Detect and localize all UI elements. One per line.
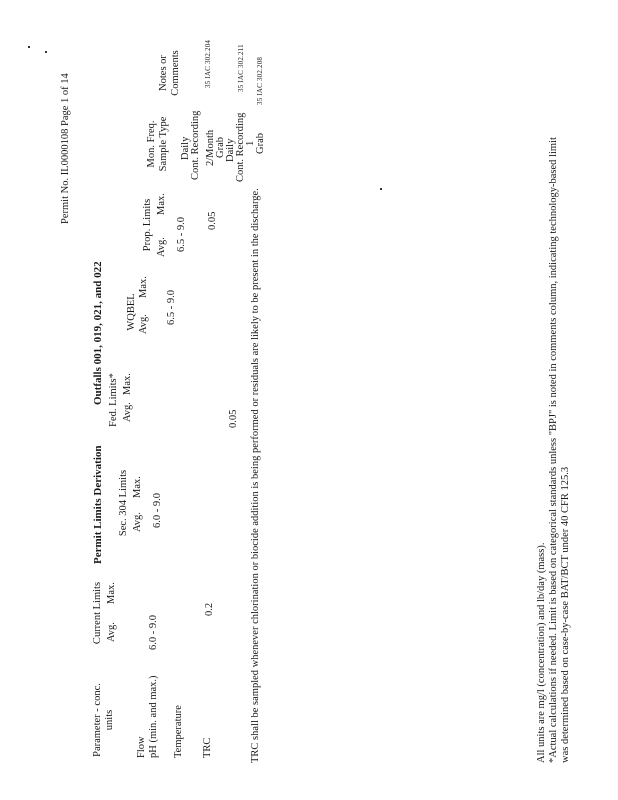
row-ph-current: 6.0 - 9.0: [148, 615, 159, 650]
col-prop: Prop. Limits: [142, 198, 153, 252]
row-temperature-type: Cont. Recording: [235, 112, 246, 182]
row-trc-prop-max: 0.05: [207, 211, 218, 230]
col-fed: Fed. Limits*: [108, 373, 119, 427]
col-current-avg: Avg.: [106, 622, 117, 642]
row-ph-freq: 2/Month: [205, 129, 216, 166]
row-trc-parameter: TRC: [202, 737, 213, 758]
row-ph-type: Grab: [215, 137, 226, 158]
col-wqbel: WQBEL: [126, 293, 137, 331]
row-trc-fed-max: 0.05: [228, 409, 239, 428]
col-current: Current Limits: [92, 581, 103, 645]
row-trc-freq: 1: [245, 140, 256, 146]
footnote-actual-calculations: *Actual calculations if needed. Limit is based on categorical standards unless "BPJ" is noted in comments column, indicating technology-based limit: [548, 137, 559, 763]
row-trc-current-max: 0.2: [204, 602, 215, 616]
row-temperature-note: 35 IAC 302.211: [237, 44, 245, 92]
row-ph-parameter: pH (min. and max.): [148, 675, 159, 758]
row-flow-parameter: Flow: [136, 736, 147, 758]
col-fed-avg: Avg.: [122, 402, 133, 422]
col-prop-avg: Avg.: [156, 237, 167, 257]
trc-sampling-note: TRC shall be sampled whenever chlorination or biocide addition is being performed or residuals are likely to be present in the discharge.: [250, 188, 261, 763]
col-wqbel-avg: Avg.: [138, 314, 149, 334]
footnote-bat-bct: was determined based on case-by-case BAT/BCT under 40 CFR 125.3: [560, 466, 571, 763]
col-sec304-max: Max.: [132, 476, 143, 498]
footnote-units: All units are mg/l (concentration) and lb/day (mass).: [536, 542, 547, 763]
row-trc-type: Grab: [255, 133, 266, 154]
col-monitoring: Mon. Freq. Sample Type: [146, 116, 170, 172]
row-flow-type: Cont. Recording: [190, 110, 201, 180]
row-trc-note: 35 IAC 302.208: [256, 56, 264, 105]
page-subtitle: Outfalls 001, 019, 021, and 022: [92, 261, 104, 405]
row-ph-prop: 6.5 - 9.0: [176, 217, 187, 252]
row-ph-sec304: 6.0 - 9.0: [152, 493, 163, 528]
col-sec304-avg: Avg.: [132, 512, 143, 532]
col-prop-max: Max.: [156, 193, 167, 215]
page-title: Permit Limits Derivation: [92, 445, 104, 564]
col-parameter: Parameter - conc. units: [92, 683, 116, 757]
row-temperature-freq: Daily: [225, 138, 236, 162]
col-sec304: Sec. 304 Limits: [118, 469, 129, 537]
col-notes: Notes or Comments: [158, 50, 182, 96]
col-fed-max: Max.: [122, 373, 133, 395]
row-flow-freq: Daily: [180, 136, 191, 160]
row-ph-wqbel: 6.5 - 9.0: [166, 290, 177, 325]
row-temperature-parameter: Temperature: [173, 705, 184, 758]
col-wqbel-max: Max.: [138, 276, 149, 298]
col-current-max: Max.: [106, 582, 117, 604]
row-ph-note: 35 IAC 302.204: [204, 39, 212, 88]
page-header: Permit No. IL0000108 Page 1 of 14: [60, 73, 71, 224]
